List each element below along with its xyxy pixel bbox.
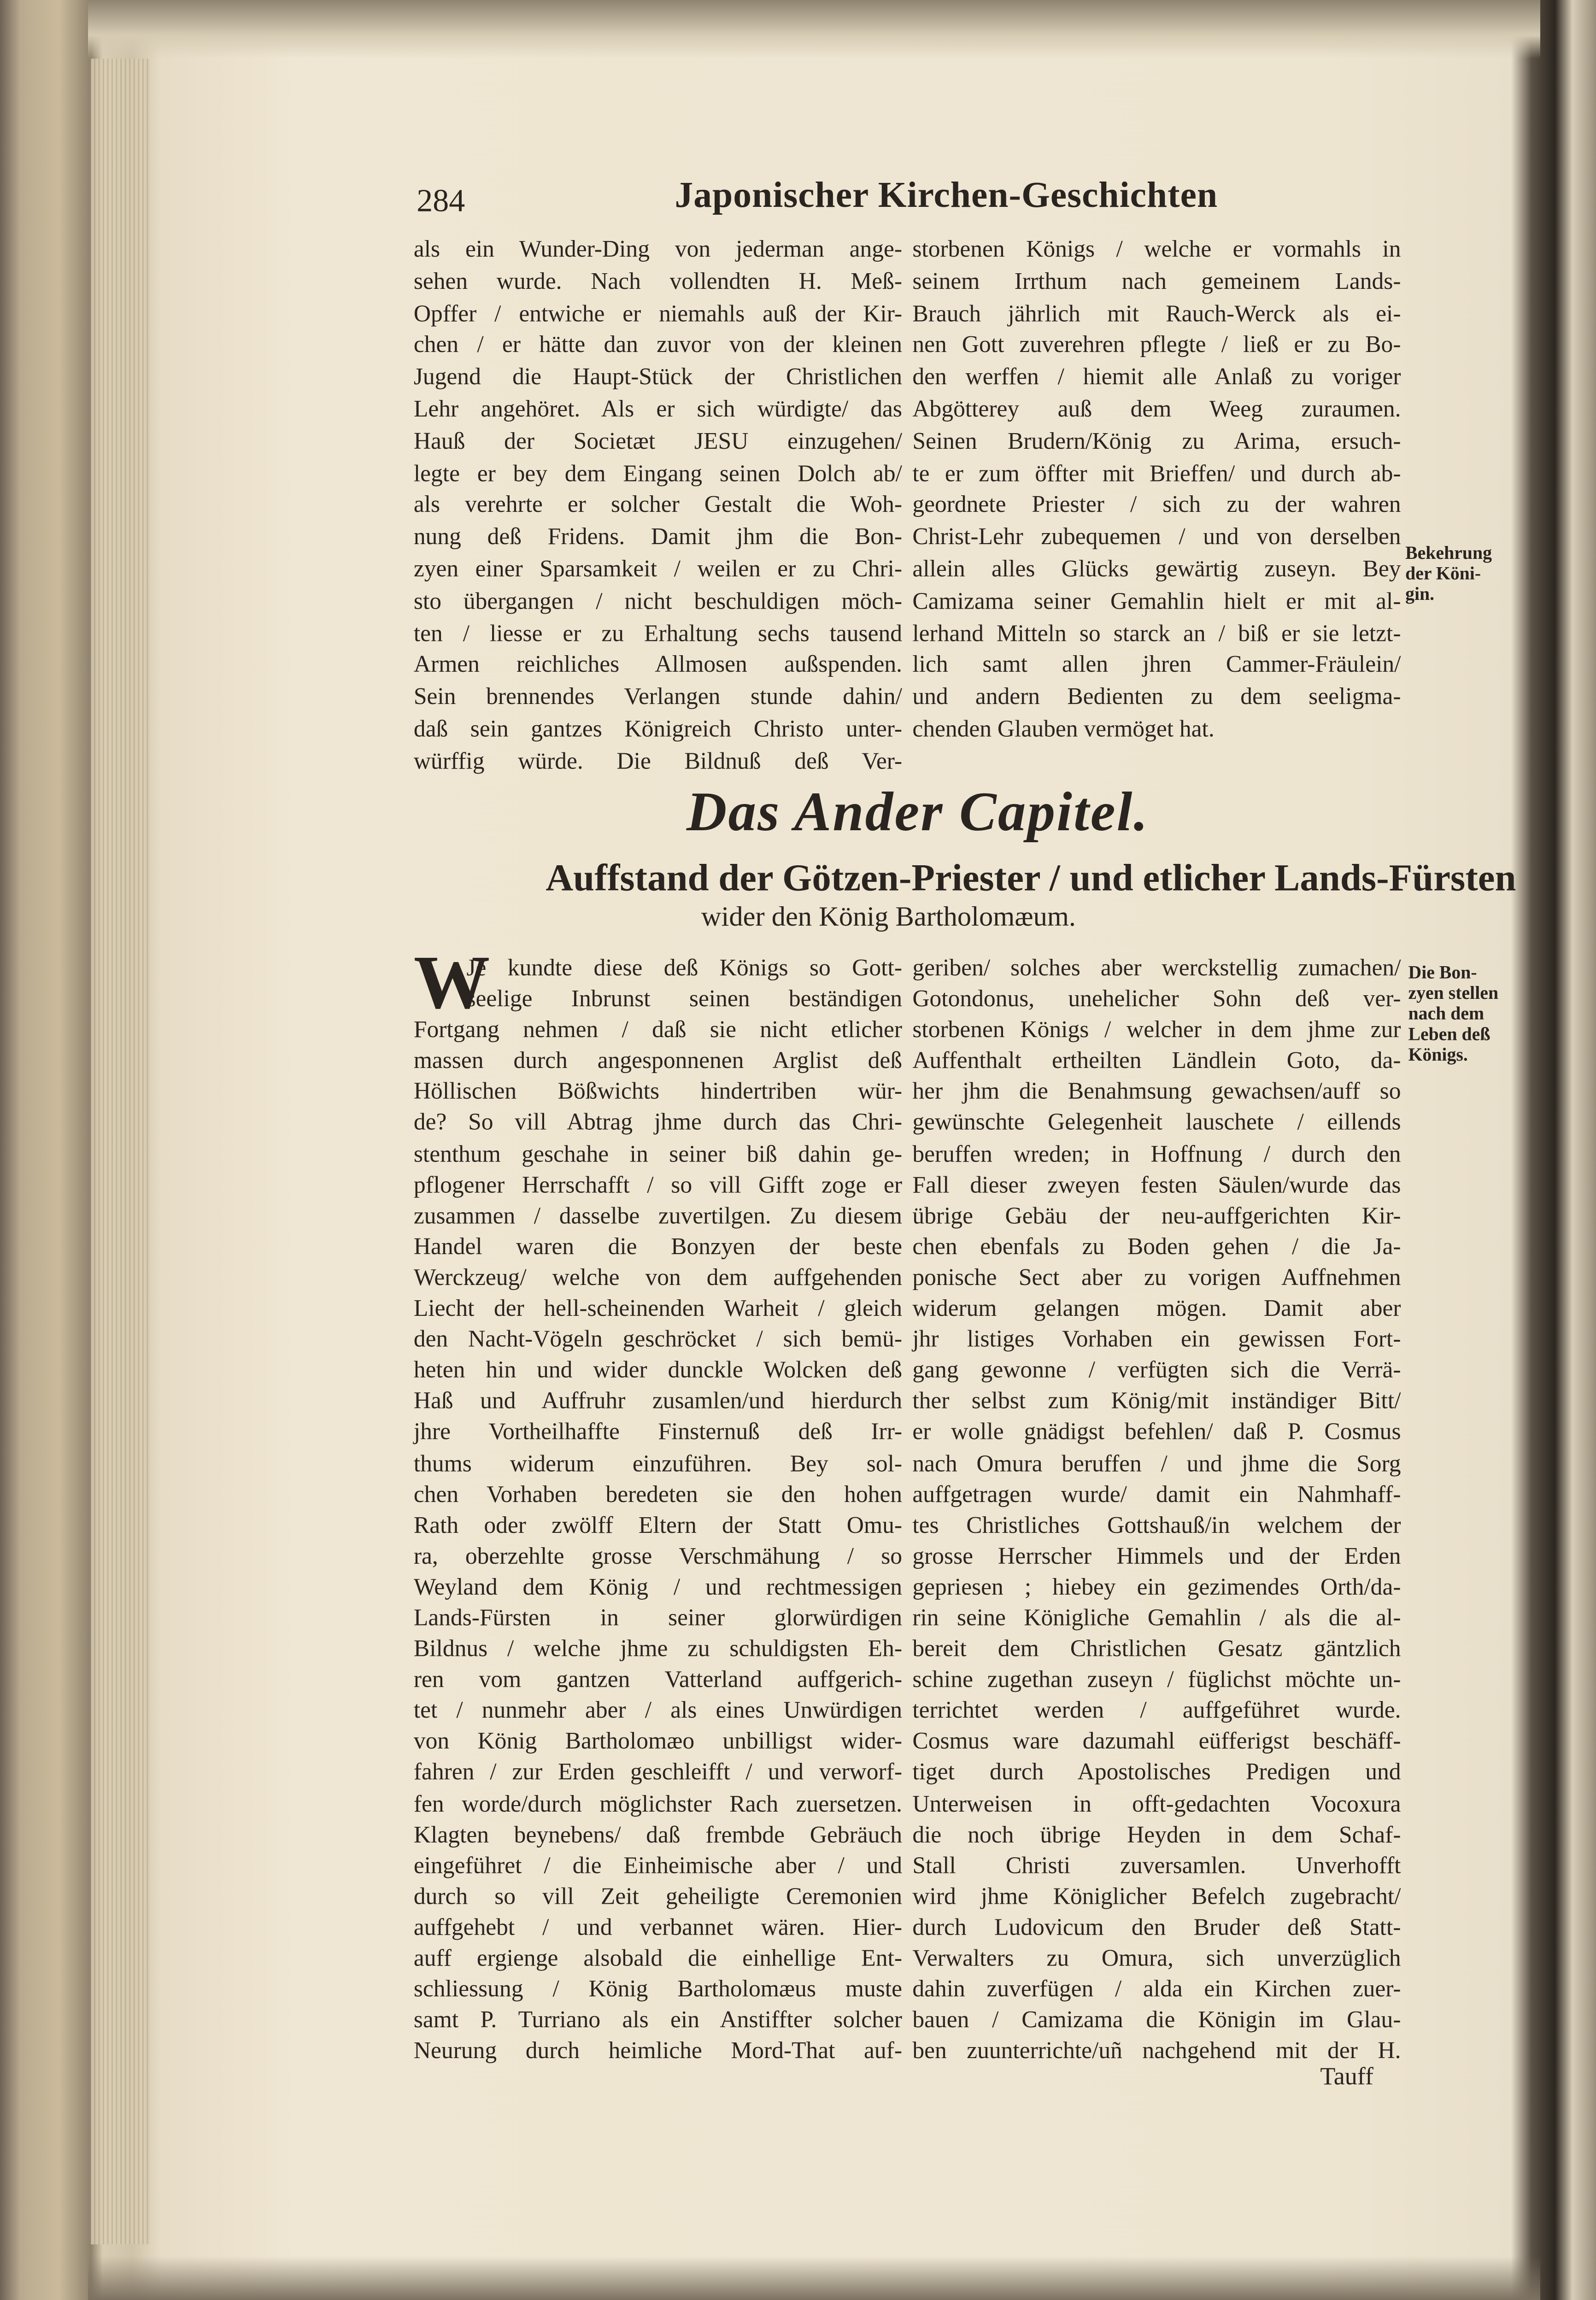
text-line: jhre Vortheilhaffte Finsternuß deß Irr- xyxy=(413,1419,903,1446)
text-line: nach Omura beruffen / und jhme die Sorg xyxy=(912,1450,1401,1477)
text-line: seinem Irrthum nach gemeinem Lands- xyxy=(912,268,1401,295)
text-line: nen Gott zuverehren pflegte / ließ er zu Bo- xyxy=(912,332,1401,359)
text-line: jhr listiges Vorhaben ein gewissen Fort- xyxy=(912,1326,1401,1353)
text-line: Werckzeug/ welche von dem auffgehenden xyxy=(413,1264,903,1291)
text-line: der Köni- xyxy=(1405,563,1481,584)
text-line: lich samt allen jhren Cammer-Fräulein/ xyxy=(912,651,1401,679)
text-line: Fall dieser zweyen festen Säulen/wurde das xyxy=(912,1171,1401,1198)
bottom-left-column xyxy=(414,953,902,2067)
text-line: sehen wurde. Nach vollendten H. Meß- xyxy=(413,268,903,295)
text-line: allein alles Glücks gewärtig zuseyn. Bey xyxy=(912,556,1401,582)
text-line: Cosmus ware dazumahl eüfferigst beschäff- xyxy=(912,1728,1401,1755)
text-line: zyen einer Sparsamkeit / weilen er zu Chri- xyxy=(413,556,903,582)
text-line: Sein brennendes Verlangen stunde dahin/ xyxy=(413,684,903,710)
text-line: geordnete Priester / sich zu der wahren xyxy=(912,492,1401,519)
text-line: storbenen Königs / welche er vormahls in xyxy=(912,236,1401,263)
text-line: sto übergangen / nicht beschuldigen möch- xyxy=(413,587,903,615)
text-line: chen ebenfals zu Boden gehen / die Ja- xyxy=(912,1233,1401,1260)
text-line: Liecht der hell-scheinenden Warheit / gleich xyxy=(413,1295,903,1322)
margin-note-bonzes xyxy=(1408,962,1498,1065)
text-line: terrichtet werden / auffgeführet wurde. xyxy=(912,1697,1401,1724)
text-line: durch Ludovicum den Bruder deß Statt- xyxy=(912,1914,1401,1941)
text-line: gang gewonne / verfügten sich die Verrä- xyxy=(912,1357,1401,1384)
running-title: Japonischer Kirchen-Geschichten xyxy=(675,176,1218,216)
page-bottom-edge xyxy=(88,2256,1540,2300)
text-line: daß sein gantzes Königreich Christo unter- xyxy=(413,716,903,742)
text-line: Klagten beynebens/ daß frembde Gebräuch xyxy=(413,1821,903,1848)
text-line: her jhm die Benahmsung gewachsen/auff so xyxy=(912,1079,1401,1105)
text-line: fahren / zur Erden geschleifft / und verworf- xyxy=(413,1759,903,1786)
text-line: ther selbst zum König/mit inständiger Bitt/ xyxy=(912,1388,1401,1415)
text-line: massen durch angesponnenen Arglist deß xyxy=(413,1048,903,1074)
text-line: übrige Gebäu der neu-auffgerichten Kir- xyxy=(912,1202,1401,1229)
text-line: Fortgang nehmen / daß sie nicht etlicher xyxy=(413,1016,903,1044)
text-line: ten / liesse er zu Erhaltung sechs tausend xyxy=(413,620,903,646)
text-line: Die Bon- xyxy=(1408,962,1477,983)
text-line: Bildnus / welche jhme zu schuldigsten Eh- xyxy=(413,1636,903,1662)
text-line: schliessung / König Bartholomæus muste xyxy=(413,1976,903,2003)
text-line: thums widerum einzuführen. Bey sol- xyxy=(413,1450,903,1477)
text-line: Jugend die Haupt-Stück der Christlichen xyxy=(413,364,903,391)
text-line: widerum gelangen mögen. Damit aber xyxy=(912,1295,1401,1322)
text-line: durch so vill Zeit geheiligte Ceremonien xyxy=(413,1883,903,1910)
text-line: eingeführet / die Einheimische aber / und xyxy=(413,1852,903,1879)
text-line: bauen / Camizama die Königin im Glau- xyxy=(912,2007,1401,2034)
page-number: 284 xyxy=(417,182,465,219)
text-line: Camizama seiner Gemahlin hielt er mit al- xyxy=(912,587,1401,615)
text-line: Brauch jährlich mit Rauch-Werck als ei- xyxy=(912,300,1401,327)
text-line: als ein Wunder-Ding von jederman ange- xyxy=(413,236,903,263)
text-line: te er zum öffter mit Brieffen/ und durch ab- xyxy=(912,460,1401,487)
text-line: den werffen / hiemit alle Anlaß zu voriger xyxy=(912,364,1401,391)
text-line: als verehrte er solcher Gestalt die Woh- xyxy=(413,492,903,519)
text-line: die noch übrige Heyden in dem Schaf- xyxy=(912,1821,1401,1848)
text-line: legte er bey dem Eingang seinen Dolch ab/ xyxy=(413,460,903,487)
text-line: ren vom gantzen Vatterland auffgerich- xyxy=(413,1666,903,1693)
text-line: tet / nunmehr aber / als eines Unwürdigen xyxy=(413,1697,903,1724)
text-line: nung deß Fridens. Damit jhm die Bon- xyxy=(413,524,903,551)
text-line: den Nacht-Vögeln geschröcket / sich bemü- xyxy=(413,1326,903,1353)
page-stack-edge xyxy=(91,59,149,2244)
text-line: Seinen Brudern/König zu Arima, ersuch- xyxy=(912,428,1401,455)
text-line: grosse Herrscher Himmels und der Erden xyxy=(912,1543,1401,1569)
text-line: zusammen / dasselbe zuvertilgen. Zu diesem xyxy=(413,1202,903,1229)
text-line: ben zuunterrichte/uñ nachgehend mit der H. xyxy=(912,2038,1401,2065)
text-line: fen worde/durch möglichster Rach zuersetzen. xyxy=(413,1790,903,1817)
page-top-edge xyxy=(88,0,1540,59)
catchword: Tauff xyxy=(1320,2062,1373,2090)
text-line: bereit dem Christlichen Gesatz gäntzlich xyxy=(912,1636,1401,1662)
text-line: Hauß der Societæt JESU einzugehen/ xyxy=(413,428,903,455)
text-line: chen Vorhaben beredeten sie den hohen xyxy=(413,1481,903,1508)
text-line: Weyland dem König / und rechtmessigen xyxy=(413,1573,903,1601)
text-line: Je kundte diese deß Königs so Gott- xyxy=(466,955,903,981)
text-line: tes Christliches Gottshauß/in welchem der xyxy=(912,1512,1401,1538)
text-line: wird jhme Königlicher Befelch zugebracht/ xyxy=(912,1883,1401,1910)
text-line: Lehr angehöret. Als er sich würdigte/ das xyxy=(413,396,903,422)
text-line: stenthum geschahe in seiner biß dahin ge- xyxy=(413,1140,903,1167)
text-line: zyen stellen xyxy=(1408,983,1499,1003)
text-line: Verwalters zu Omura, sich unverzüglich xyxy=(912,1945,1401,1972)
text-line: Abgötterey auß dem Weeg zuraumen. xyxy=(912,396,1401,422)
text-line: Auffenthalt ertheilten Ländlein Goto, da- xyxy=(912,1048,1401,1074)
text-line: Bekehrung xyxy=(1405,543,1492,563)
text-line: Rath oder zwölff Eltern der Statt Omu- xyxy=(413,1512,903,1538)
text-line: Höllischen Bößwichts hindertriben wür- xyxy=(413,1079,903,1105)
top-right-column xyxy=(912,235,1401,746)
text-line: von König Bartholomæo unbilligst wider- xyxy=(413,1728,903,1755)
text-line: ra, oberzehlte grosse Verschmähung / so xyxy=(413,1543,903,1569)
text-line: Christ-Lehr zubequemen / und von derselben xyxy=(912,524,1401,551)
text-line: auffgetragen wurde/ damit ein Nahmhaff- xyxy=(912,1481,1401,1508)
text-line: Armen reichliches Allmosen außspenden. xyxy=(413,651,903,679)
top-left-column xyxy=(414,235,902,778)
text-line: Unterweisen in offt-gedachten Vocoxura xyxy=(912,1790,1401,1817)
chapter-subtitle-line2: wider den König Bartholomæum. xyxy=(701,902,1076,933)
text-line: lerhand Mitteln so starck an / biß er sie letzt- xyxy=(912,620,1401,646)
text-line: seelige Inbrunst seinen beständigen xyxy=(466,986,903,1013)
text-line: ponische Sect aber zu vorigen Auffnehmen xyxy=(912,1264,1401,1291)
text-line: gepriesen ; hiebey ein gezimendes Orth/da- xyxy=(912,1573,1401,1601)
text-line: storbenen Königs / welcher in dem jhme zur xyxy=(912,1016,1401,1044)
text-line: Opffer / entwiche er niemahls auß der Kir- xyxy=(413,300,903,327)
chapter-title: Das Ander Capitel. xyxy=(687,781,1150,844)
text-line: würffig würde. Die Bildnuß deß Ver- xyxy=(413,747,903,774)
text-line: tiget durch Apostolisches Predigen und xyxy=(912,1759,1401,1786)
text-line: Leben deß xyxy=(1408,1024,1490,1044)
bottom-right-column xyxy=(912,953,1401,2067)
drop-cap: W xyxy=(413,941,490,1026)
text-line: chenden Glauben vermöget hat. xyxy=(912,716,1215,742)
text-line: Lands-Fürsten in seiner glorwürdigen xyxy=(413,1604,903,1631)
text-line: Gotondonus, unehelicher Sohn deß ver- xyxy=(912,986,1401,1013)
text-line: auffgehebt / und verbannet wären. Hier- xyxy=(413,1914,903,1941)
text-line: pflogener Herrschafft / so vill Gifft zoge er xyxy=(413,1171,903,1198)
text-line: Haß und Auffruhr zusamlen/und hierdurch xyxy=(413,1388,903,1415)
text-line: Königs. xyxy=(1408,1044,1468,1065)
text-line: geriben/ solches aber werckstellig zumachen/ xyxy=(912,955,1401,981)
text-line: Neurung durch heimliche Mord-That auf- xyxy=(413,2038,903,2065)
text-line: Stall Christi zuversamlen. Unverhofft xyxy=(912,1852,1401,1879)
text-line: Handel waren die Bonzyen der beste xyxy=(413,1233,903,1260)
text-line: de? So vill Abtrag jhme durch das Chri- xyxy=(413,1109,903,1136)
text-line: samt P. Turriano als ein Anstiffter solcher xyxy=(413,2007,903,2034)
text-line: rin seine Königliche Gemahlin / als die al- xyxy=(912,1604,1401,1631)
text-line: er wolle gnädigst befehlen/ daß P. Cosmus xyxy=(912,1419,1401,1446)
text-line: und andern Bedienten zu dem seeligma- xyxy=(912,684,1401,710)
text-line: heten hin und wider dunckle Wolcken deß xyxy=(413,1357,903,1384)
text-line: nach dem xyxy=(1408,1003,1485,1024)
text-line: chen / er hätte dan zuvor von der kleinen xyxy=(413,332,903,359)
text-line: dahin zuverfügen / alda ein Kirchen zuer- xyxy=(912,1976,1401,2003)
text-line: schine zugethan zuseyn / füglichst möchte un- xyxy=(912,1666,1401,1693)
margin-note-conversion xyxy=(1405,543,1492,604)
text-line: auff ergienge alsobald die einhellige Ent- xyxy=(413,1945,903,1972)
text-line: gewünschte Gelegenheit lauschete / eillends xyxy=(912,1109,1401,1136)
text-line: gin. xyxy=(1405,584,1435,604)
text-line: beruffen wreden; in Hoffnung / durch den xyxy=(912,1140,1401,1167)
chapter-subtitle: Auffstand der Götzen-Priester / und etlicher Lands-Fürsten xyxy=(546,857,1516,899)
